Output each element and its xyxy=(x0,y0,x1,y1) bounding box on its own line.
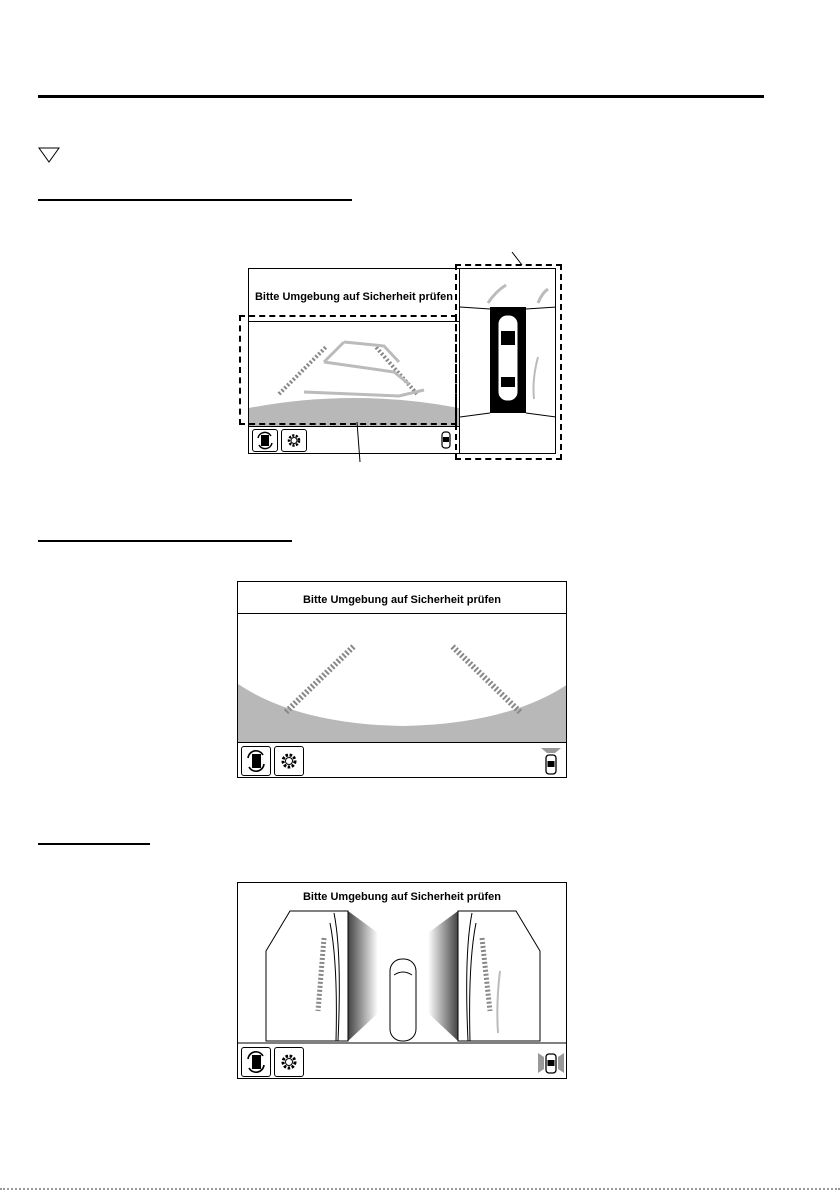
callout-line-bottom xyxy=(350,420,364,464)
vehicle-sensor-icon xyxy=(536,1047,566,1077)
callout-line-top xyxy=(510,250,526,268)
settings-button[interactable] xyxy=(281,429,307,452)
camera-switch-icon xyxy=(242,747,270,775)
vehicle-sensor-icon xyxy=(538,746,564,776)
top-rule xyxy=(38,95,764,98)
heading-underline-3 xyxy=(38,843,150,845)
camera-switch-button[interactable] xyxy=(252,429,278,452)
gear-icon xyxy=(275,747,303,775)
page-bottom-edge xyxy=(0,1188,840,1190)
camera-switch-button[interactable] xyxy=(241,1047,271,1077)
camera-view-highlight xyxy=(239,315,457,425)
warning-message: Bitte Umgebung auf Sicherheit prüfen xyxy=(302,891,501,903)
top-view-highlight xyxy=(455,264,562,460)
triangle-marker-icon xyxy=(38,147,60,163)
vehicle-sensor-icon xyxy=(439,429,453,451)
rear-camera-view xyxy=(238,614,567,742)
camera-switch-icon xyxy=(253,430,277,451)
settings-button[interactable] xyxy=(274,1047,304,1077)
side-view-screen xyxy=(237,882,567,1079)
settings-button[interactable] xyxy=(274,746,304,776)
camera-switch-button[interactable] xyxy=(241,746,271,776)
heading-underline-1 xyxy=(38,199,352,201)
gear-icon xyxy=(282,430,306,451)
rear-view-screen xyxy=(237,581,567,778)
camera-switch-icon xyxy=(242,1048,270,1076)
warning-message: Bitte Umgebung auf Sicherheit prüfen xyxy=(254,291,453,303)
warning-message: Bitte Umgebung auf Sicherheit prüfen xyxy=(302,594,501,606)
heading-underline-2 xyxy=(38,540,292,542)
gear-icon xyxy=(275,1048,303,1076)
